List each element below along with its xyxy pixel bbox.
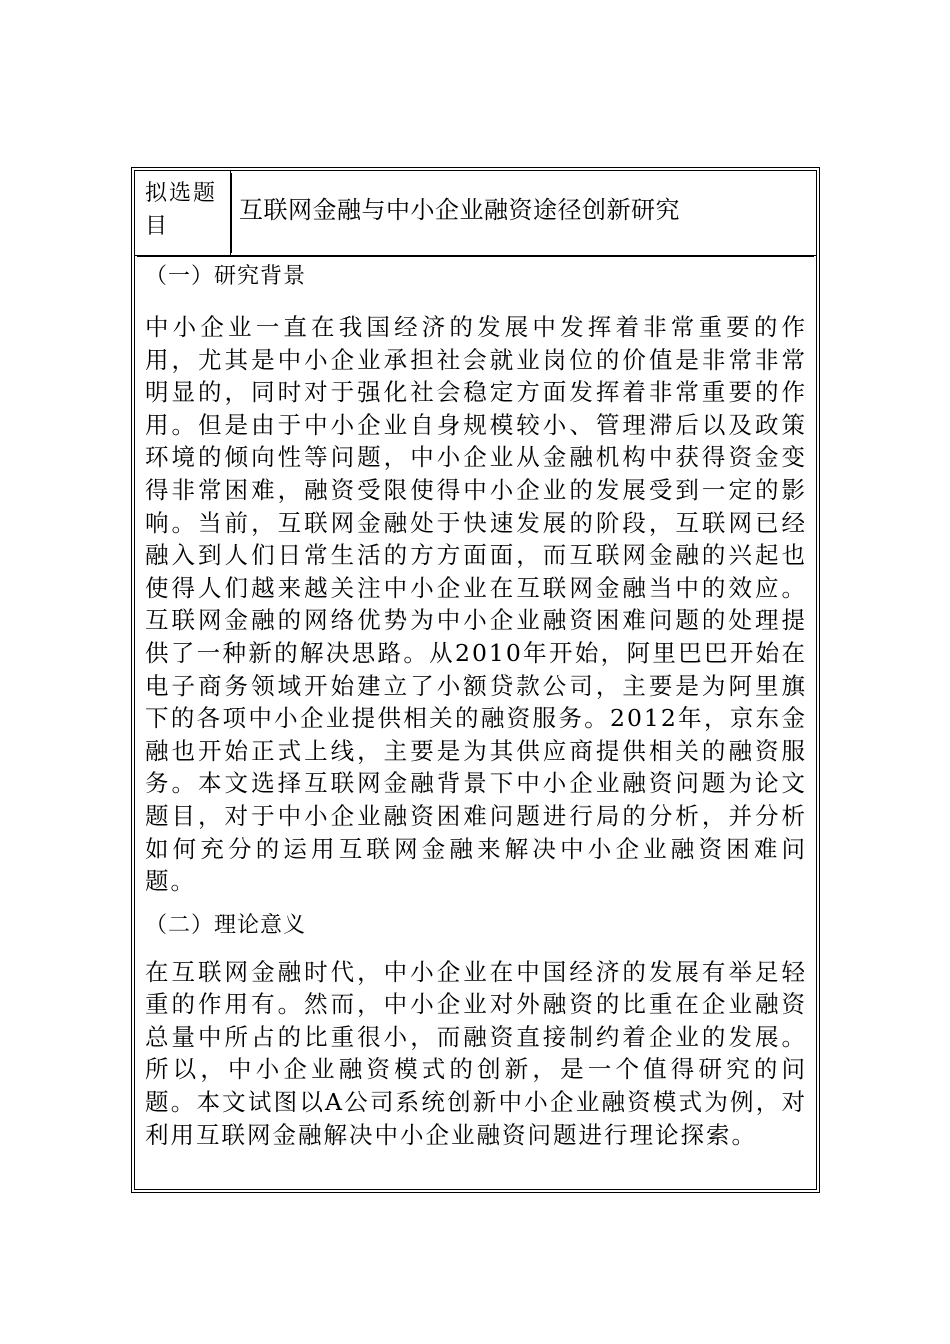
section-heading-theory: （二）理论意义 (145, 912, 307, 938)
topic-label: 拟选题目 (135, 171, 231, 255)
section-body-background: 中小企业一直在我国经济的发展中发挥着非常重要的作用，尤其是中小企业承担社会就业岗位的价值是非常非常明显的，同时对于强化社会稳定方面发挥着非常重要的作用。但是由于中小企业自身规模较小、管理滞后以及政策环境的倾向性等问题，中小企业从金融机构中获得资金变得非常困难，融资受限使得中小企业的发展受到一定的影响。当前，互联网金融处于快速发展的阶段，互联网已经融入到人们日常生活的方方面面，而互联网金融的兴起也使得人们越来越关注中小企业在互联网金融当中的效应。互联网金融的网络优势为中小企业融资困难问题的处理提供了一种新的解决思路。从2010年开始，阿里巴巴开始在电子商务领域开始建立了小额贷款公司，主要是为阿里旗下的各项中小企业提供相关的融资服务。2012年，京东金融也开始正式上线，主要是为其供应商提供相关的融资服务。本文选择互联网金融背景下中小企业融资问题为论文题目，对于中小企业融资困难问题进行局的分析，并分析如何充分的运用互联网金融来解决中小企业融资困难问题。 (145, 313, 807, 896)
section-body-theory: 在互联网金融时代，中小企业在中国经济的发展有举足轻重的作用有。然而，中小企业对外融资的比重在企业融资总量中所占的比重很小，而融资直接制约着企业的发展。所以，中小企业融资模式的创新，是一个值得研究的问题。本文试图以A公司系统创新中小企业融资模式为例，对利用互联网金融解决中小企业融资问题进行理论探索。 (145, 957, 807, 1149)
section-heading-background: （一）研究背景 (145, 264, 307, 289)
proposal-table (134, 170, 817, 1190)
content-cell (145, 257, 807, 1151)
topic-title: 互联网金融与中小企业融资途径创新研究 (239, 196, 680, 224)
title-row (135, 171, 816, 256)
